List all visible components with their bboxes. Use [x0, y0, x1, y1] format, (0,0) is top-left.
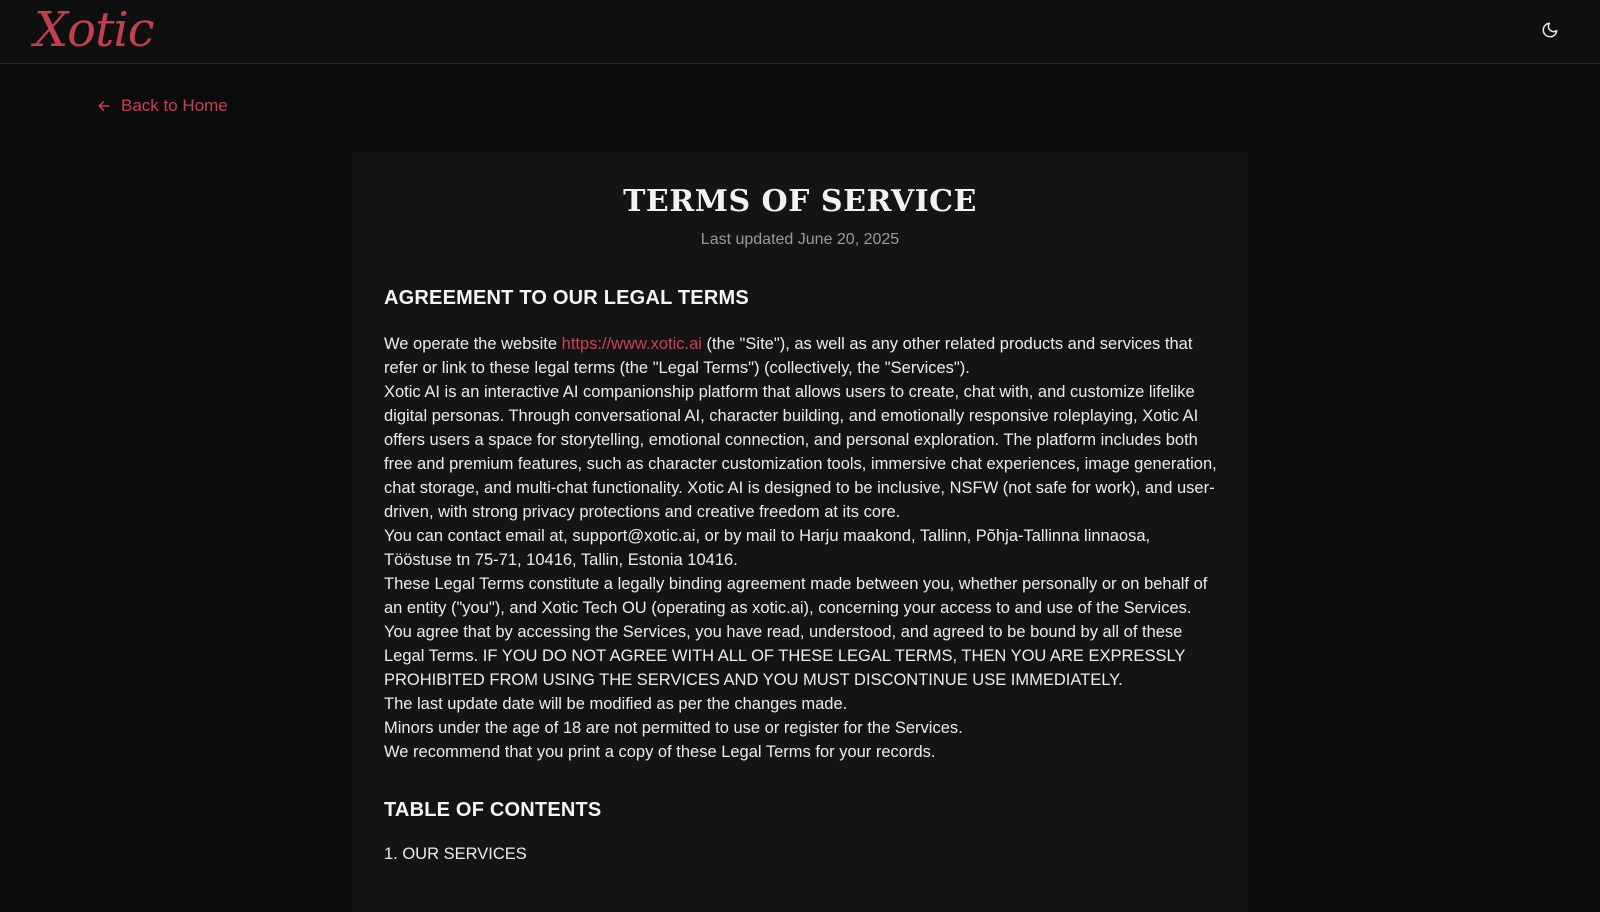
theme-toggle-button[interactable] [1538, 20, 1562, 44]
toc-item [384, 842, 1218, 866]
paragraph-platform-description: Xotic AI is an interactive AI companionship platform that allows users to create, chat with, and customize lifelike digital personas. Through conversational AI, character building, and emotionally responsive roleplaying, Xotic AI offers users a space for storytelling, emotional connection, and personal exploration. The platform includes both free and premium features, such as character customization tools, immersive chat experiences, image generation, chat storage, and multi-chat functionality. Xotic AI is designed to be inclusive, NSFW (not safe for work), and user-driven, with strong privacy protections and creative freedom at its core. [384, 383, 1217, 521]
paragraph-website-intro: We operate the website [384, 335, 562, 353]
paragraph-contact: You can contact email at, support@xotic.ai, or by mail to Harju maakond, Tallinn, Põhja-Tallinna linnaosa, Tööstuse tn 75-71, 10416, Tallin, Estonia 10416. [384, 527, 1151, 569]
paragraph-minors: Minors under the age of 18 are not permitted to use or register for the Services. [384, 719, 963, 737]
table-of-contents-heading: TABLE OF CONTENTS [384, 799, 602, 821]
top-navbar [0, 0, 1600, 64]
arrow-left-icon [97, 99, 111, 113]
toc-link-our-services[interactable]: 1. OUR SERVICES [384, 845, 527, 863]
website-link[interactable]: https://www.xotic.ai [561, 335, 702, 353]
logo[interactable]: Xotic [34, 2, 154, 58]
paragraph-binding-agreement: These Legal Terms constitute a legally binding agreement made between you, whether personally or on behalf of an entity ("you"), and Xotic Tech OU (operating as xotic.ai), concerning your access to and use of the Services. You agree that by accessing the Services, you have read, understood, and agreed to be bound by all of these Legal Terms. IF YOU DO NOT AGREE WITH ALL OF THESE LEGAL TERMS, THEN YOU ARE EXPRESSLY PROHIBITED FROM USING THE SERVICES AND YOU MUST DISCONTINUE USE IMMEDIATELY. [384, 575, 1208, 689]
paragraph-update-date: The last update date will be modified as per the changes made. [384, 695, 848, 713]
back-to-home-label: Back to Home [121, 96, 228, 115]
page-title: TERMS OF SERVICE [623, 184, 977, 219]
terms-content [384, 282, 1218, 866]
table-of-contents-list [384, 842, 1218, 866]
moon-icon [1541, 21, 1559, 43]
paragraph-print-copy: We recommend that you print a copy of these Legal Terms for your records. [384, 743, 936, 761]
paragraph-website-rest: (the "Site"), as well as any other related products and services that refer or link to these legal terms (the "Legal Terms") (collectively, the "Services"). [384, 335, 1193, 377]
section-heading-agreement: AGREEMENT TO OUR LEGAL TERMS [384, 287, 749, 309]
back-to-home-link[interactable] [97, 96, 228, 116]
paragraph-website [384, 332, 1218, 380]
last-updated-text: Last updated June 20, 2025 [700, 231, 900, 248]
